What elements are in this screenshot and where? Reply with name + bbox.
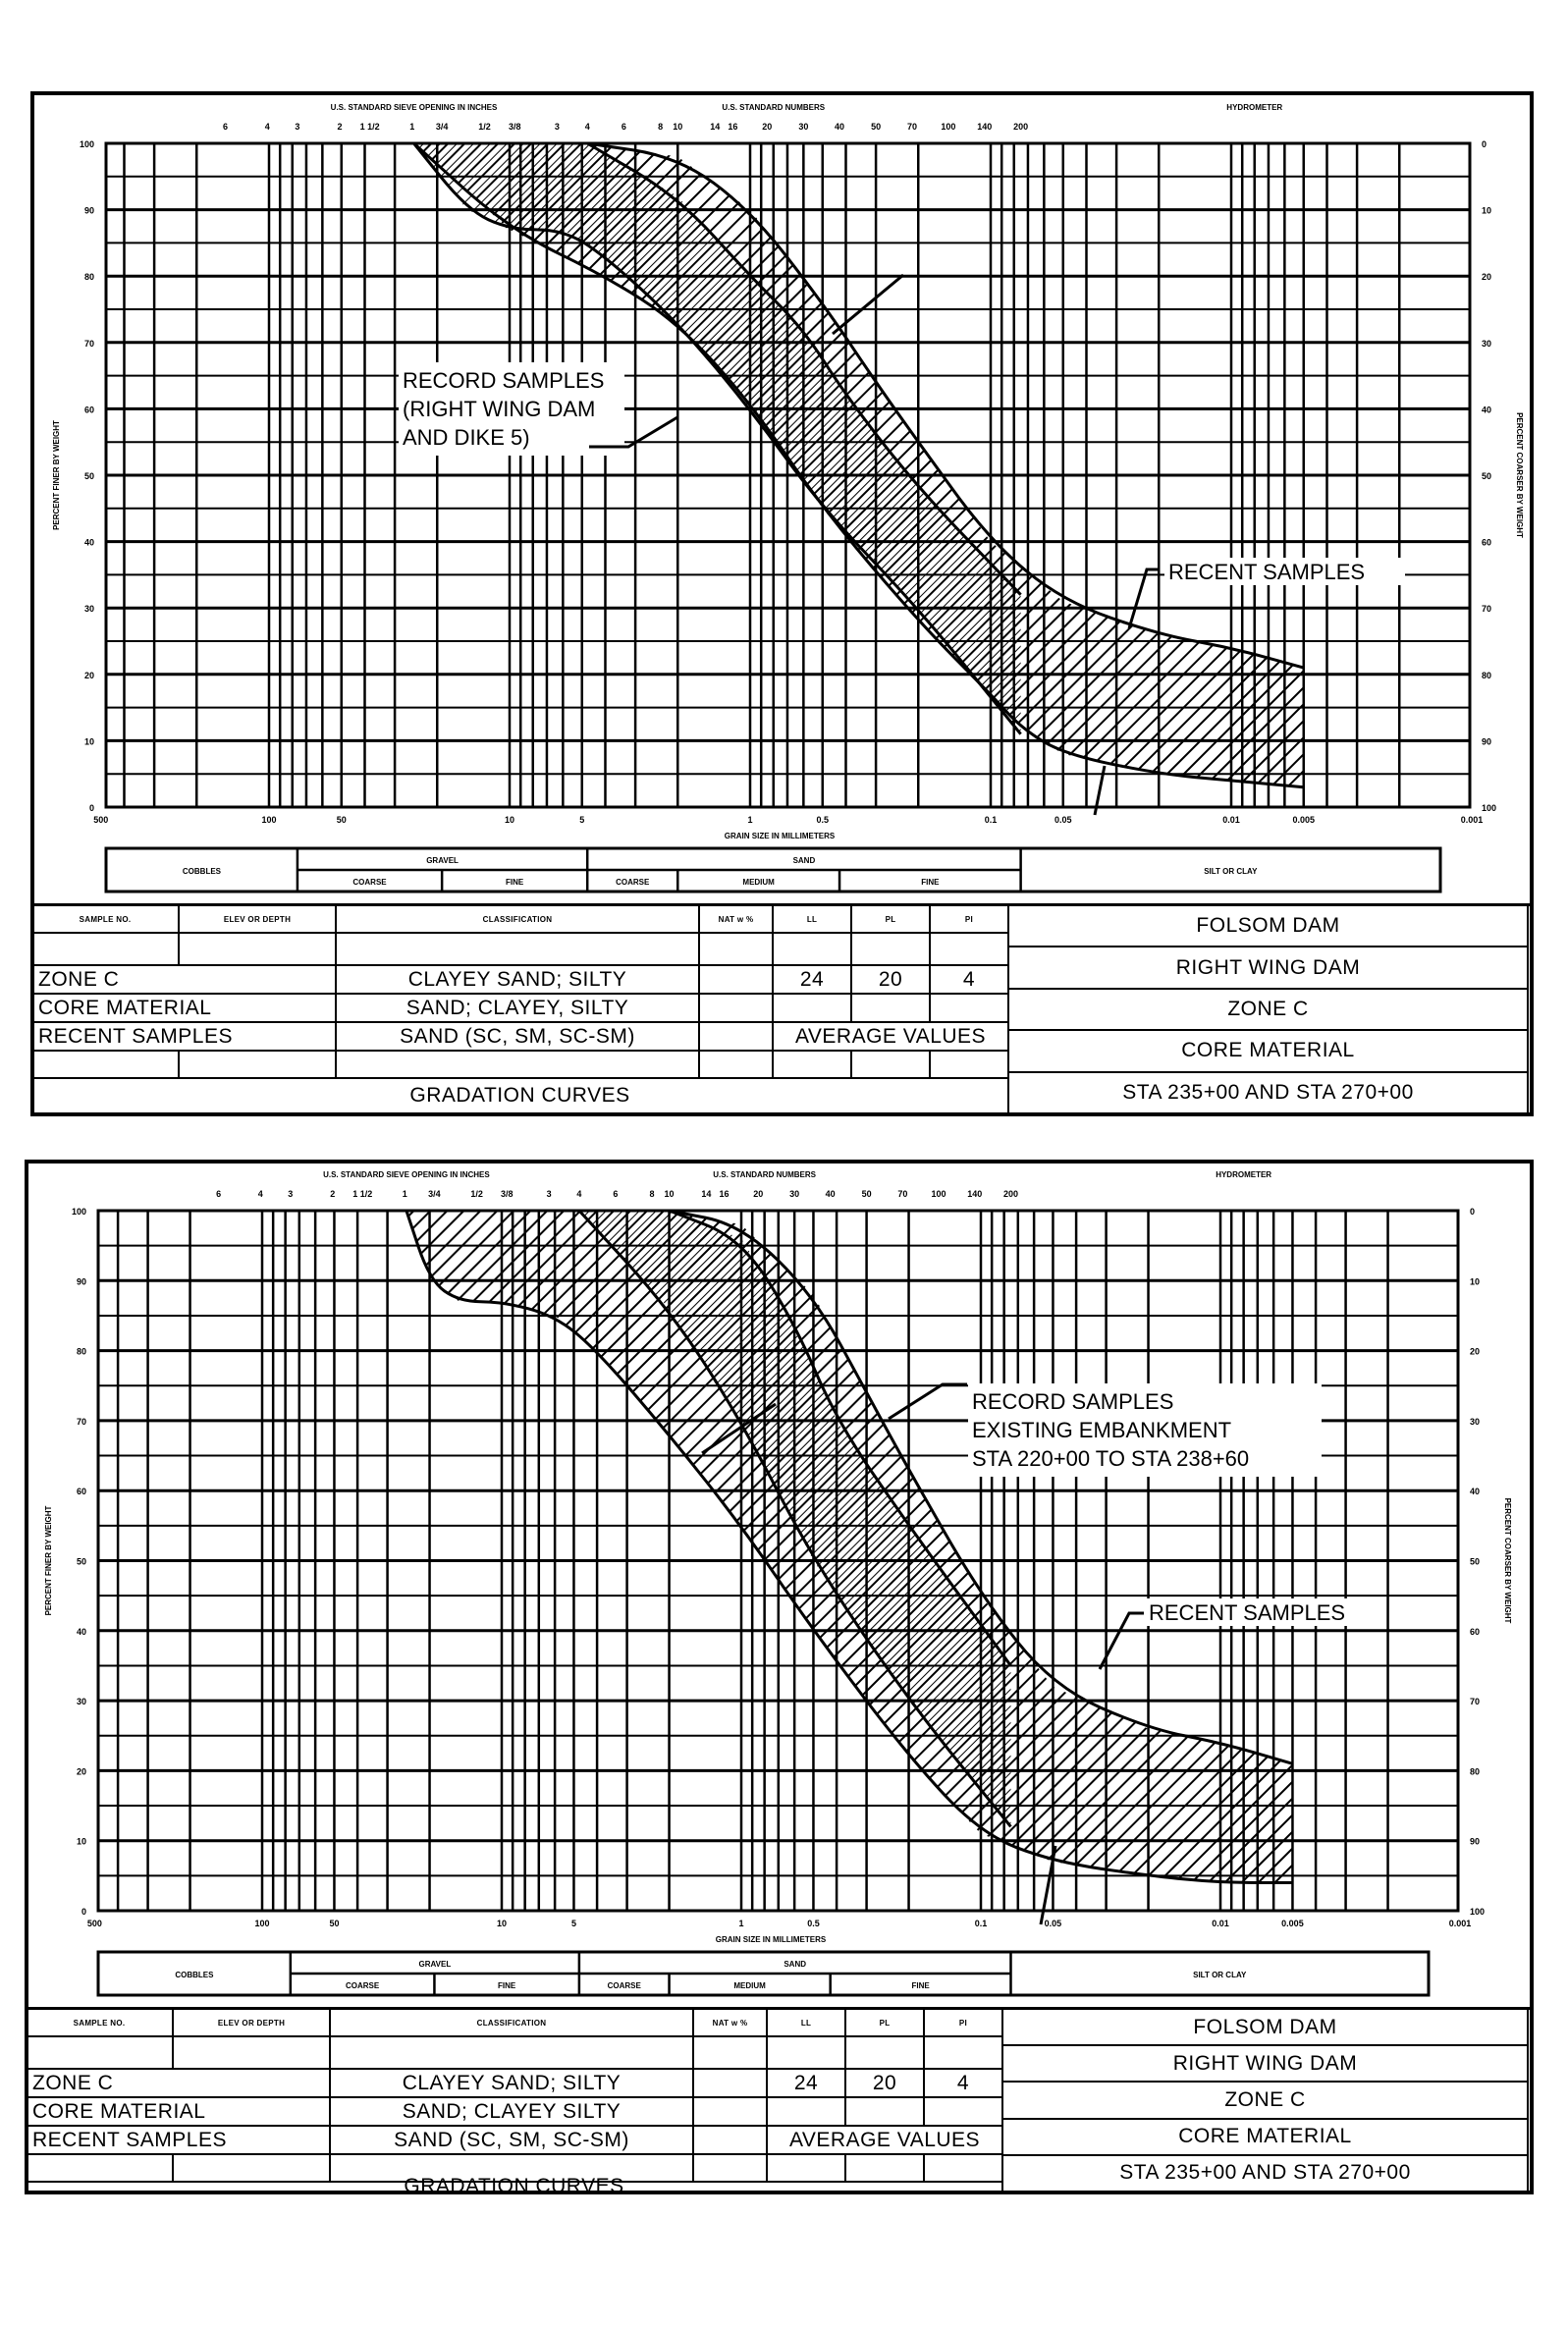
sieve-number-label: 6 [613, 1189, 619, 1199]
sieve-number-label: 70 [897, 1189, 908, 1199]
y-right-tick-label: 90 [1482, 736, 1492, 747]
top-axis-heading: U.S. STANDARD SIEVE OPENING IN INCHES [323, 1170, 490, 1179]
y-left-tick-label: 10 [83, 736, 94, 747]
record-samples-annotation: AND DIKE 5) [403, 425, 530, 450]
table-cell-pi [925, 2098, 1003, 2127]
table-cell-blank [846, 2155, 925, 2183]
silt-clay-label: SILT OR CLAY [1193, 1971, 1247, 1979]
y-right-tick-label: 60 [1470, 1626, 1481, 1637]
table-header-sample_no: SAMPLE NO. [27, 2010, 174, 2037]
sieve-inch-label: 1 1/2 [359, 122, 380, 132]
table-cell-natw [694, 2098, 768, 2127]
y-left-tick-label: 70 [83, 338, 94, 349]
table-header-classification: CLASSIFICATION [337, 906, 700, 934]
table-header-pl: PL [846, 2010, 925, 2037]
x-tick-label: 5 [570, 1919, 576, 1928]
y-left-tick-label: 100 [71, 1207, 86, 1217]
table-cell-classification: SAND (SC, SM, SC-SM) [337, 1023, 700, 1052]
table-cell-classification: CLAYEY SAND; SILTY [331, 2070, 694, 2098]
sieve-inch-label: 3 [295, 122, 300, 132]
sieve-inch-label: 3/8 [508, 122, 521, 132]
sieve-number-label: 4 [584, 122, 590, 132]
record-samples-annotation: EXISTING EMBANKMENT [972, 1418, 1232, 1442]
table-cell-sample: CORE MATERIAL [32, 995, 337, 1023]
gradation-curves-title: GRADATION CURVES [32, 1079, 1009, 1114]
y-right-tick-label: 50 [1470, 1556, 1481, 1567]
table-header-classification: CLASSIFICATION [331, 2010, 694, 2037]
y-right-tick-label: 50 [1482, 471, 1492, 481]
sieve-inch-label: 1/2 [478, 122, 491, 132]
sand-coarse-label: COARSE [607, 1981, 641, 1990]
y-left-tick-label: 80 [83, 272, 94, 283]
table-header-elev: ELEV OR DEPTH [174, 2010, 331, 2037]
sample-table [27, 2007, 1532, 2197]
x-tick-label: 1 [747, 815, 753, 825]
table-cell-blank [846, 2037, 925, 2070]
sieve-inch-label: 2 [330, 1189, 336, 1199]
x-tick-label: 0.001 [1448, 1919, 1472, 1928]
record-samples-annotation: RECORD SAMPLES [403, 368, 605, 393]
gravel-coarse-label: COARSE [345, 1981, 380, 1990]
sieve-number-label: 200 [1002, 1189, 1019, 1199]
title-block-line: RIGHT WING DAM [1003, 2046, 1529, 2083]
table-header-elev: ELEV OR DEPTH [180, 906, 337, 934]
sieve-inch-label: 3/4 [428, 1189, 441, 1199]
y-left-tick-label: 50 [76, 1556, 86, 1567]
y-left-tick-label: 20 [76, 1766, 86, 1777]
y-right-tick-label: 70 [1470, 1697, 1481, 1707]
y-left-tick-label: 40 [83, 537, 94, 548]
sand-fine-label: FINE [921, 878, 940, 887]
silt-clay-label: SILT OR CLAY [1204, 867, 1258, 876]
x-tick-label: 100 [254, 1919, 270, 1928]
sieve-number-label: 10 [673, 122, 683, 132]
y-right-tick-label: 40 [1482, 405, 1492, 415]
y-right-tick-label: 0 [1470, 1207, 1476, 1217]
sand-coarse-label: COARSE [616, 878, 650, 887]
sieve-number-label: 14 [701, 1189, 712, 1199]
title-block-line: FOLSOM DAM [1003, 2010, 1529, 2046]
y-left-tick-label: 0 [88, 803, 94, 813]
sieve-number-label: 20 [753, 1189, 764, 1199]
title-block-line: STA 235+00 AND STA 270+00 [1009, 1073, 1529, 1114]
record-samples-annotation: RECORD SAMPLES [972, 1389, 1174, 1414]
table-cell-classification: SAND; CLAYEY SILTY [331, 2098, 694, 2127]
x-tick-label: 500 [93, 815, 109, 825]
sieve-number-label: 30 [798, 122, 809, 132]
sieve-inch-label: 3/8 [500, 1189, 514, 1199]
sieve-number-label: 16 [719, 1189, 730, 1199]
table-cell-blank [174, 2037, 331, 2070]
y-left-axis-label: PERCENT FINER BY WEIGHT [52, 420, 61, 530]
x-tick-label: 0.001 [1460, 815, 1484, 825]
y-left-tick-label: 90 [83, 205, 94, 216]
table-cell-pl: 20 [852, 966, 931, 995]
sieve-inch-label: 3 [554, 122, 560, 132]
y-right-tick-label: 20 [1482, 272, 1492, 283]
sieve-inch-label: 6 [216, 1189, 222, 1199]
y-right-tick-label: 0 [1482, 139, 1487, 149]
y-left-tick-label: 40 [76, 1626, 86, 1637]
table-cell-ll: 24 [768, 2070, 846, 2098]
sieve-number-label: 50 [871, 122, 882, 132]
y-right-tick-label: 80 [1482, 670, 1492, 680]
sieve-number-label: 140 [967, 1189, 983, 1199]
y-left-tick-label: 10 [76, 1836, 86, 1847]
table-cell-blank [174, 2155, 331, 2183]
title-block-line: FOLSOM DAM [1009, 906, 1529, 947]
table-header-nat_w: NAT w % [700, 906, 774, 934]
gravel-label: GRAVEL [418, 1960, 452, 1969]
table-cell-pi: 4 [925, 2070, 1003, 2098]
y-left-tick-label: 60 [76, 1487, 86, 1497]
average-values-label: AVERAGE VALUES [774, 1023, 1009, 1052]
gravel-fine-label: FINE [498, 1981, 516, 1990]
sand-fine-label: FINE [911, 1981, 930, 1990]
sieve-number-label: 10 [664, 1189, 675, 1199]
recent-samples-annotation: RECENT SAMPLES [1149, 1600, 1346, 1625]
table-cell-sample: ZONE C [27, 2070, 331, 2098]
sieve-inch-label: 1 [409, 122, 415, 132]
y-left-tick-label: 30 [83, 604, 94, 615]
y-left-tick-label: 20 [83, 670, 94, 680]
x-tick-label: 0.5 [807, 1919, 820, 1928]
y-left-tick-label: 30 [76, 1697, 86, 1707]
table-cell-blank [694, 2037, 768, 2070]
table-cell-natw [694, 2070, 768, 2098]
y-left-tick-label: 70 [76, 1416, 86, 1427]
table-cell-blank [331, 2037, 694, 2070]
sieve-inch-label: 6 [222, 122, 228, 132]
y-right-tick-label: 90 [1470, 1836, 1481, 1847]
sieve-number-label: 4 [576, 1189, 582, 1199]
table-header-ll: LL [774, 906, 852, 934]
top-axis-heading: U.S. STANDARD NUMBERS [722, 103, 826, 112]
y-left-tick-label: 80 [76, 1346, 86, 1357]
sieve-inch-label: 1 [402, 1189, 407, 1199]
y-right-axis-label: PERCENT COARSER BY WEIGHT [1503, 1497, 1512, 1624]
x-tick-label: 0.01 [1222, 815, 1240, 825]
x-tick-label: 500 [86, 1919, 102, 1928]
recent-samples-annotation: RECENT SAMPLES [1168, 560, 1366, 584]
sieve-number-label: 14 [710, 122, 721, 132]
sieve-inch-label: 3 [288, 1189, 294, 1199]
table-header-ll: LL [768, 2010, 846, 2037]
y-right-axis-label: PERCENT COARSER BY WEIGHT [1515, 412, 1524, 538]
cobbles-label: COBBLES [182, 867, 222, 876]
sieve-number-label: 6 [621, 122, 626, 132]
table-header-pl: PL [852, 906, 931, 934]
table-cell-blank [768, 2155, 846, 2183]
y-right-tick-label: 70 [1482, 604, 1492, 615]
y-right-tick-label: 60 [1482, 537, 1492, 548]
y-right-tick-label: 30 [1482, 338, 1492, 349]
sieve-number-label: 100 [931, 1189, 946, 1199]
table-cell-classification: CLAYEY SAND; SILTY [337, 966, 700, 995]
x-tick-label: 1 [738, 1919, 744, 1928]
table-cell-sample: RECENT SAMPLES [32, 1023, 337, 1052]
record-samples-annotation: STA 220+00 TO STA 238+60 [972, 1446, 1250, 1471]
sieve-number-label: 16 [728, 122, 738, 132]
x-axis-label: GRAIN SIZE IN MILLIMETERS [715, 1935, 827, 1944]
sieve-number-label: 8 [658, 122, 664, 132]
gradation-curves-title: GRADATION CURVES [27, 2183, 1003, 2192]
sieve-number-label: 140 [977, 122, 993, 132]
x-tick-label: 0.1 [984, 815, 998, 825]
sieve-number-label: 20 [762, 122, 773, 132]
y-right-tick-label: 30 [1470, 1416, 1481, 1427]
x-tick-label: 0.01 [1212, 1919, 1229, 1928]
table-cell-sample: RECENT SAMPLES [27, 2127, 331, 2155]
table-header-pi: PI [931, 906, 1009, 934]
title-block-line: ZONE C [1003, 2083, 1529, 2119]
sieve-inch-label: 2 [337, 122, 343, 132]
sieve-number-label: 50 [861, 1189, 872, 1199]
title-block-line: RIGHT WING DAM [1009, 947, 1529, 989]
sand-medium-label: MEDIUM [733, 1981, 766, 1990]
table-cell-sample: ZONE C [32, 966, 337, 995]
table-cell-blank [925, 2037, 1003, 2070]
table-cell-classification: SAND (SC, SM, SC-SM) [331, 2127, 694, 2155]
y-right-tick-label: 10 [1482, 205, 1492, 216]
x-tick-label: 10 [496, 1919, 508, 1928]
x-tick-label: 50 [329, 1919, 340, 1928]
table-cell-blank [694, 2155, 768, 2183]
table-cell-sample: CORE MATERIAL [27, 2098, 331, 2127]
table-header-sample_no: SAMPLE NO. [32, 906, 180, 934]
gravel-coarse-label: COARSE [352, 878, 387, 887]
x-tick-label: 0.5 [816, 815, 830, 825]
table-cell-blank [768, 2037, 846, 2070]
table-cell-blank [925, 2155, 1003, 2183]
y-right-tick-label: 100 [1470, 1907, 1486, 1917]
sieve-inch-label: 1/2 [470, 1189, 483, 1199]
sieve-number-label: 40 [825, 1189, 836, 1199]
x-tick-label: 0.05 [1054, 815, 1072, 825]
x-tick-label: 100 [261, 815, 277, 825]
x-tick-label: 0.005 [1281, 1919, 1304, 1928]
average-values-label: AVERAGE VALUES [768, 2127, 1003, 2155]
sand-medium-label: MEDIUM [742, 878, 775, 887]
table-cell-pl: 20 [846, 2070, 925, 2098]
sieve-number-label: 8 [649, 1189, 655, 1199]
y-left-tick-label: 60 [83, 405, 94, 415]
sieve-number-label: 200 [1013, 122, 1029, 132]
sieve-inch-label: 4 [257, 1189, 263, 1199]
table-cell-ll: 24 [774, 966, 852, 995]
table-cell-ll [768, 2098, 846, 2127]
table-cell-pi: 4 [931, 966, 1009, 995]
sand-label: SAND [784, 1960, 807, 1969]
sieve-inch-label: 1 1/2 [352, 1189, 373, 1199]
table-cell-blank [27, 2155, 174, 2183]
title-block-line: STA 235+00 AND STA 270+00 [1003, 2156, 1529, 2192]
title-block-line: CORE MATERIAL [1003, 2120, 1529, 2156]
x-tick-label: 0.005 [1292, 815, 1316, 825]
title-block-line: ZONE C [1009, 990, 1529, 1031]
y-right-tick-label: 100 [1482, 803, 1497, 813]
sieve-number-label: 40 [835, 122, 845, 132]
table-header-nat_w: NAT w % [694, 2010, 768, 2037]
sieve-inch-label: 4 [264, 122, 270, 132]
table-header-pi: PI [925, 2010, 1003, 2037]
y-left-tick-label: 0 [81, 1907, 86, 1917]
y-right-tick-label: 40 [1470, 1487, 1481, 1497]
x-tick-label: 10 [504, 815, 515, 825]
table-cell-blank [27, 2037, 174, 2070]
y-right-tick-label: 20 [1470, 1346, 1481, 1357]
sieve-inch-label: 3/4 [435, 122, 449, 132]
y-left-tick-label: 90 [76, 1276, 86, 1287]
table-cell-pl [846, 2098, 925, 2127]
x-tick-label: 5 [579, 815, 585, 825]
record-samples-annotation: (RIGHT WING DAM [403, 397, 596, 421]
cobbles-label: COBBLES [175, 1971, 214, 1979]
top-axis-heading: U.S. STANDARD NUMBERS [713, 1170, 817, 1179]
title-block-line: CORE MATERIAL [1009, 1031, 1529, 1072]
y-left-tick-label: 100 [79, 139, 94, 149]
sieve-number-label: 70 [907, 122, 918, 132]
y-left-tick-label: 50 [83, 471, 94, 481]
y-left-axis-label: PERCENT FINER BY WEIGHT [44, 1505, 53, 1616]
table-cell-natw [694, 2127, 768, 2155]
sieve-number-label: 30 [789, 1189, 800, 1199]
top-axis-heading: HYDROMETER [1216, 1170, 1272, 1179]
sand-label: SAND [792, 856, 816, 865]
x-axis-label: GRAIN SIZE IN MILLIMETERS [724, 832, 836, 840]
sieve-number-label: 100 [941, 122, 956, 132]
x-tick-label: 50 [336, 815, 347, 825]
y-right-tick-label: 10 [1470, 1276, 1481, 1287]
top-axis-heading: U.S. STANDARD SIEVE OPENING IN INCHES [330, 103, 498, 112]
table-cell-classification: SAND; CLAYEY, SILTY [337, 995, 700, 1023]
top-axis-heading: HYDROMETER [1226, 103, 1283, 112]
gravel-fine-label: FINE [506, 878, 524, 887]
y-right-tick-label: 80 [1470, 1766, 1481, 1777]
sieve-inch-label: 3 [546, 1189, 552, 1199]
x-tick-label: 0.1 [974, 1919, 988, 1928]
gravel-label: GRAVEL [426, 856, 459, 865]
x-tick-label: 0.05 [1044, 1919, 1062, 1928]
